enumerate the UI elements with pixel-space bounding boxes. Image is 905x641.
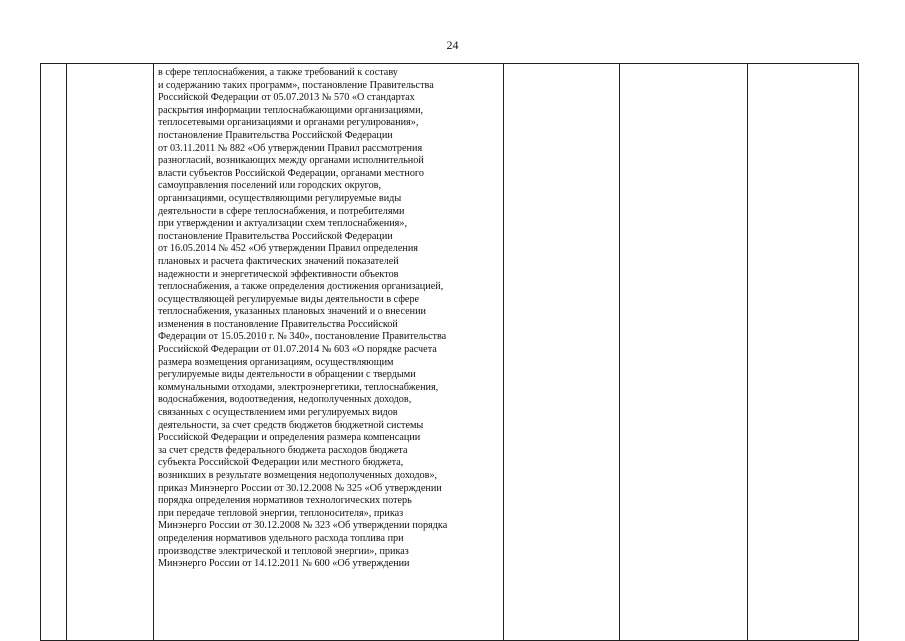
text-line: Российской Федерации от 01.07.2014 № 603 «О порядке расчета [158,344,437,356]
text-line: плановых и расчета фактических значений показателей [158,255,399,267]
text-line: изменения в постановление Правительства Российской [158,318,398,330]
text-line: при передаче тепловой энергии, теплоносителя», приказ [158,507,404,519]
text-line: субъекта Российской Федерации или местного бюджета, [158,457,404,469]
text-line: теплоснабжения, а также определения достижения организацией, [158,281,444,293]
text-line: самоуправления поселений или городских округов, [158,180,382,192]
text-line: водоснабжения, водоотведения, недополученных доходов, [158,394,412,406]
text-line: организациями, осуществляющими регулируемые виды [158,192,402,204]
text-line: Российской Федерации от 05.07.2013 № 570 «О стандартах [158,92,415,104]
table-cell-empty [504,64,620,641]
page-number: 24 [446,38,459,52]
text-line: от 03.11.2011 № 882 «Об утверждении Правил рассмотрения [158,142,423,154]
text-line: в сфере теплоснабжения, а также требований к составу [158,67,398,78]
table-cell-empty [620,64,748,641]
text-line: связанных с осуществлением ими регулируемых видов [158,407,398,419]
text-line: теплосетевыми организациями и органами регулирования», [158,117,419,129]
text-line: Российской Федерации и определения размера компенсации [158,432,421,444]
text-line: приказ Минэнерго России от 30.12.2008 № 325 «Об утверждении [158,482,442,494]
text-line: власти субъектов Российской Федерации, органами местного [158,167,424,179]
text-line: деятельности, за счет средств бюджетов бюджетной системы [158,419,424,431]
text-line: производстве электрической и тепловой энергии», приказ [158,545,409,557]
text-line: раскрытия информации теплоснабжающими организациями, [158,104,424,116]
text-line: порядка определения нормативов технологических потерь [158,495,412,507]
table-cell-empty [748,64,859,641]
text-line: определения нормативов удельного расхода топлива при [158,532,404,544]
text-line: разногласий, возникающих между органами исполнительной [158,155,424,167]
text-line: деятельности в сфере теплоснабжения, и потребителями [158,205,405,217]
text-line: Минэнерго России от 30.12.2008 № 323 «Об утверждении порядка [158,520,448,532]
table-row [41,64,859,641]
text-line: Федерации от 15.05.2010 г. № 340», постановление Правительства [158,331,447,343]
text-line: Минэнерго России от 14.12.2011 № 600 «Об утверждении [158,558,410,570]
document-table [40,63,859,641]
text-line: за счет средств федерального бюджета расходов бюджета [158,444,408,456]
text-line: при утверждении и актуализации схем теплоснабжения», [158,218,407,230]
text-line: постановление Правительства Российской Федерации [158,230,393,242]
text-line: надежности и энергетической эффективности объектов [158,268,399,280]
text-line: от 16.05.2014 № 452 «Об утверждении Правил определения [158,243,418,255]
text-line: и содержанию таких программ», постановление Правительства [158,79,434,91]
table-cell-empty [67,64,154,641]
table-cell-text [154,64,504,641]
text-line: теплоснабжения, указанных плановых значений и о внесении [158,306,426,318]
text-line: коммунальными отходами, электроэнергетики, теплоснабжения, [158,381,439,393]
text-line: регулируемые виды деятельности в обращении с твердыми [158,369,416,381]
text-line: размера возмещения организациям, осуществляющим [158,356,394,368]
text-line: осуществляющей регулируемые виды деятельности в сфере [158,293,420,305]
text-line: постановление Правительства Российской Федерации [158,129,393,141]
cell-text-block [158,67,503,571]
table-cell-empty [41,64,67,641]
text-line: возникших в результате возмещения недополученных доходов», [158,470,438,481]
